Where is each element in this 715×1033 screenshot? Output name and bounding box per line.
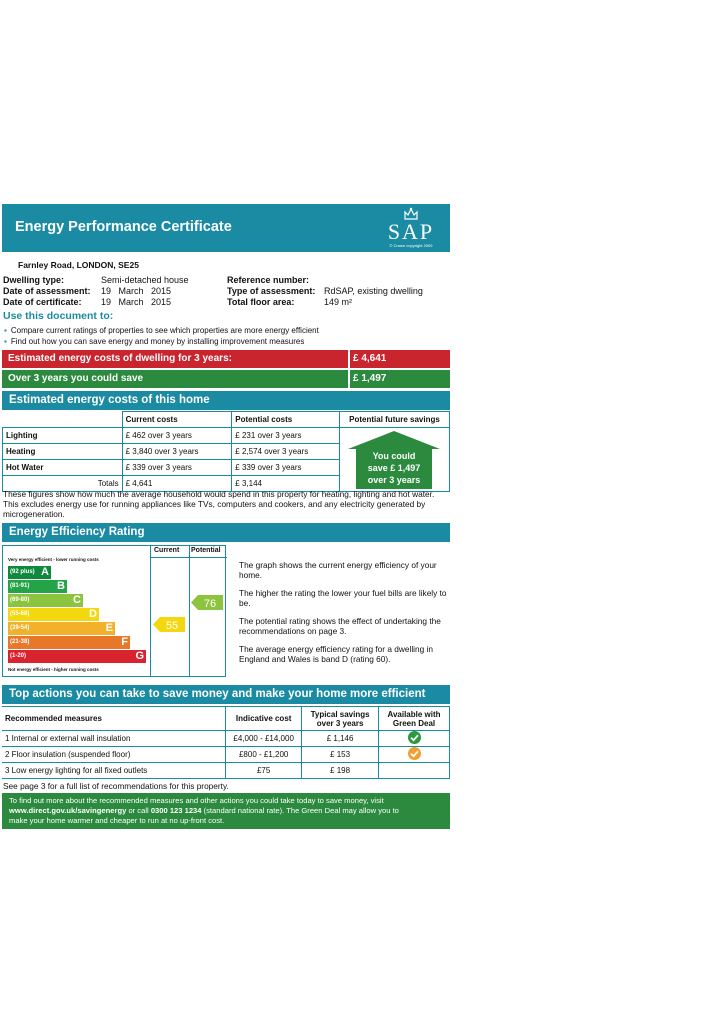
use-document-heading: Use this document to:: [3, 310, 114, 322]
floor-area-label: Total floor area:: [227, 297, 295, 307]
footer-box: [2, 793, 450, 829]
check-icon: [408, 747, 421, 760]
recommendations-note: See page 3 for a full list of recommendations for this property.: [3, 781, 229, 791]
band-d: (55-68) D: [10, 608, 97, 620]
rating-text-2: The higher the rating the lower your fuel bills are likely to be.: [239, 588, 447, 608]
col-potential: Potential: [191, 547, 221, 554]
reference-label: Reference number:: [227, 275, 310, 285]
use-bullet: ▪ Compare current ratings of properties to see which properties are more energy efficient: [4, 326, 319, 335]
savings-line-2: save £ 1,497: [367, 462, 421, 473]
measure-cost: £4,000 - £14,000: [226, 731, 302, 747]
assessment-type-label: Type of assessment:: [227, 286, 316, 296]
col-typical-savings: Typical savings over 3 years: [302, 707, 379, 731]
table-row: [2, 747, 450, 763]
potential-column: [188, 546, 226, 676]
recommendations-table: [2, 706, 450, 779]
measure-cost: £75: [226, 763, 302, 779]
use-bullet: ▪ Find out how you can save energy and money by installing improvement measures: [4, 337, 304, 346]
cost-potential: £ 231 over 3 years: [232, 428, 340, 444]
total-current: £ 4,641: [122, 476, 232, 492]
measure-name: 3 Low energy lighting for all fixed outlets: [2, 763, 226, 779]
green-deal-cell: [379, 731, 450, 747]
rating-text-1: The graph shows the current energy efficiency of your home.: [239, 560, 437, 580]
cost-item: Lighting: [3, 428, 123, 444]
rating-heading-bar: [2, 523, 450, 542]
col-current: Current: [154, 547, 180, 554]
measure-name: 2 Floor insulation (suspended floor): [2, 747, 226, 763]
totals-label: Totals: [3, 476, 123, 492]
band-a: (92 plus) A: [10, 566, 49, 578]
col-green-deal: Available with Green Deal: [379, 707, 450, 731]
certificate-date-label: Date of certificate:: [3, 297, 82, 307]
footer-line-3: make your home warmer and cheaper to run at no up-front cost.: [9, 816, 225, 825]
savings-bar: [2, 370, 450, 388]
estimated-cost-value: £ 4,641: [353, 353, 387, 364]
col-future-savings: Potential future savings: [339, 412, 449, 428]
certificate-header: [2, 204, 450, 252]
measure-savings: £ 198: [302, 763, 379, 779]
cost-current: £ 339 over 3 years: [122, 460, 232, 476]
savings-label: Over 3 years you could save: [8, 373, 144, 384]
rating-text-3: The potential rating shows the effect of undertaking the recommendations on page 3.: [239, 616, 441, 636]
cost-item: Heating: [3, 444, 123, 460]
band-g: (1-20) G: [10, 650, 144, 662]
current-column: [150, 546, 190, 676]
band-e: (39-54) E: [10, 622, 113, 634]
floor-area-value: 149 m²: [324, 297, 353, 307]
actions-heading: Top actions you can take to save money and make your home more efficient: [9, 688, 426, 700]
assessment-type-value: RdSAP, existing dwelling: [324, 286, 423, 296]
cost-potential: £ 339 over 3 years: [232, 460, 340, 476]
savings-line-3: over 3 years: [367, 474, 421, 485]
certificate-title: Energy Performance Certificate: [15, 219, 232, 235]
house-savings-icon: [340, 429, 448, 489]
potential-rating-value: 76: [203, 598, 217, 610]
measure-cost: £800 - £1,200: [226, 747, 302, 763]
table-row: [2, 763, 450, 779]
measure-savings: £ 153: [302, 747, 379, 763]
green-deal-cell: [379, 747, 450, 763]
actions-heading-bar: [2, 685, 450, 704]
cost-current: £ 462 over 3 years: [122, 428, 232, 444]
sap-copyright: © Crown copyright 2009: [389, 243, 433, 248]
col-current-costs: Current costs: [122, 412, 232, 428]
cost-potential: £ 2,574 over 3 years: [232, 444, 340, 460]
rating-chart: [2, 545, 226, 677]
savings-line-1: You could: [372, 450, 416, 461]
footer-phone: 0300 123 1234: [150, 806, 202, 815]
assessment-date-label: Date of assessment:: [3, 286, 91, 296]
check-icon: [408, 731, 421, 744]
costs-heading: Estimated energy costs of this home: [9, 394, 210, 406]
costs-note: These figures show how much the average household would spend in this property for heating, lighting and hot water. This excludes energy use for running appliances like TVs, computers and cookers, and any electricity generated by microgeneration.: [3, 489, 435, 519]
footer-line-1: To find out more about the recommended measures and other actions you could take today to save money, visit: [9, 796, 384, 805]
dwelling-type-label: Dwelling type:: [3, 275, 65, 285]
footer-link[interactable]: www.direct.gov.uk/savingenergy: [9, 806, 127, 815]
table-row: [2, 731, 450, 747]
col-potential-costs: Potential costs: [232, 412, 340, 428]
estimated-cost-label: Estimated energy costs of dwelling for 3 years:: [8, 353, 232, 364]
inefficient-note: Not energy efficient - higher running costs: [8, 667, 99, 672]
current-rating-arrow: [153, 617, 185, 632]
sap-logo-text: SAP: [387, 219, 435, 244]
total-potential: £ 3,144: [232, 476, 340, 492]
savings-cell: [339, 428, 449, 492]
savings-value: £ 1,497: [353, 373, 387, 384]
col-indicative-cost: Indicative cost: [226, 707, 302, 731]
green-deal-cell: [379, 763, 450, 779]
footer-line-2: www.direct.gov.uk/savingenergy or call 0300 123 1234 (standard national rate). The Green Deal may allow you to: [9, 806, 399, 815]
rating-text-4: The average energy efficiency rating for a dwelling in England and Wales is band D (rating 60).: [239, 644, 434, 664]
band-b: (81-91) B: [10, 580, 65, 592]
col-measures: Recommended measures: [2, 707, 226, 731]
measure-savings: £ 1,146: [302, 731, 379, 747]
cost-item: Hot Water: [3, 460, 123, 476]
band-f: (21-38) F: [10, 636, 128, 648]
band-c: (69-80) C: [10, 594, 81, 606]
current-rating-value: 55: [165, 620, 179, 632]
estimated-cost-bar: [2, 350, 450, 368]
dwelling-type-value: Semi-detached house: [101, 275, 189, 285]
potential-rating-arrow: [191, 595, 223, 610]
cost-current: £ 3,840 over 3 years: [122, 444, 232, 460]
measure-name: 1 Internal or external wall insulation: [2, 731, 226, 747]
table-row: [3, 428, 450, 444]
efficient-note: Very energy efficient - lower running costs: [8, 557, 99, 562]
costs-heading-bar: [2, 391, 450, 410]
assessment-date-value: 19 March 2015: [101, 286, 172, 296]
rating-heading: Energy Efficiency Rating: [9, 526, 145, 538]
costs-table: [2, 411, 450, 492]
sap-logo: [380, 207, 442, 249]
property-address: Farnley Road, LONDON, SE25: [18, 260, 139, 270]
certificate-date-value: 19 March 2015: [101, 297, 172, 307]
